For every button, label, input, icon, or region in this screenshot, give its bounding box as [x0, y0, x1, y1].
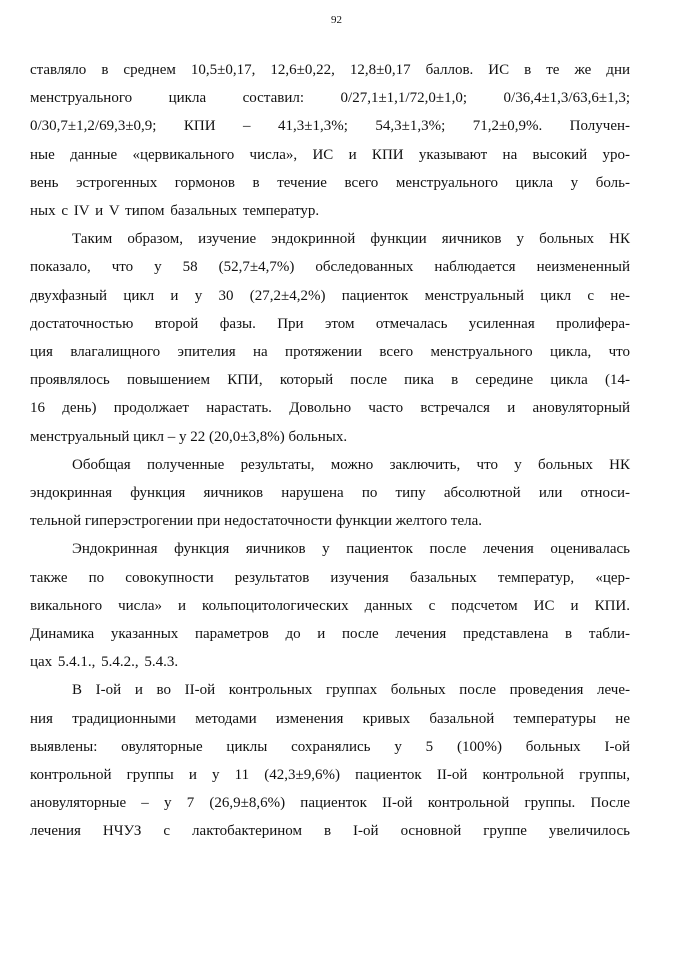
text-line: достаточностью второй фазы. При этом отмечалась усиленная пролифера- [30, 315, 630, 332]
page-number: 92 [331, 14, 342, 26]
paragraph-5 [30, 676, 630, 845]
text-line: эндокринная функция яичников нарушена по типу абсолютной или относи- [30, 485, 630, 502]
text-line: также по совокупности результатов изучения базальных температур, «цер- [30, 569, 630, 586]
paragraph-3 [30, 451, 630, 536]
text-line: контрольной группы и у 11 (42,3±9,6%) пациенток II-ой контрольной группы, [30, 767, 630, 784]
text-line: менструального цикла составил: 0/27,1±1,1/72,0±1,0; 0/36,4±1,3/63,6±1,3; [30, 90, 630, 107]
text-line: 16 день) продолжает нарастать. Довольно часто встречался и ановуляторный [30, 400, 630, 417]
text-line: ных с IV и V типом базальных температур. [30, 203, 320, 220]
text-line: 0/30,7±1,2/69,3±0,9; КПИ – 41,3±1,3%; 54,3±1,3%; 71,2±0,9%. Получен- [30, 118, 630, 135]
text-line: тельной гиперэстрогении при недостаточности функции желтого тела. [30, 513, 483, 530]
text-line: вень эстрогенных гормонов в течение всего менструального цикла у боль- [30, 174, 630, 191]
paragraph-2 [30, 225, 630, 451]
text-line: В I-ой и во II-ой контрольных группах больных после проведения лече- [72, 682, 630, 699]
text-line: выявлены: овуляторные циклы сохранялись у 5 (100%) больных I-ой [30, 738, 630, 755]
text-line: Обобщая полученные результаты, можно заключить, что у больных НК [72, 456, 630, 473]
paragraph-1 [30, 56, 630, 225]
text-line: Динамика указанных параметров до и после лечения представлена в табли- [30, 626, 630, 643]
text-line: показало, что у 58 (52,7±4,7%) обследованных наблюдается неизмененный [30, 259, 630, 276]
document-body [30, 56, 630, 846]
text-line: менструальный цикл – у 22 (20,0±3,8%) больных. [30, 428, 348, 445]
text-line: лечения НЧУЗ с лактобактерином в I-ой основной группе увеличилось [30, 823, 630, 840]
text-line: ция влагалищного эпителия на протяжении всего менструального цикла, что [30, 344, 630, 361]
text-line: Эндокринная функция яичников у пациенток после лечения оценивалась [72, 541, 630, 558]
text-line: ставляло в среднем 10,5±0,17, 12,6±0,22, 12,8±0,17 баллов. ИС в те же дни [30, 62, 630, 78]
paragraph-4 [30, 535, 630, 676]
text-line: двухфазный цикл и у 30 (27,2±4,2%) пациенток менструальный цикл с не- [30, 287, 630, 304]
text-line: цах 5.4.1., 5.4.2., 5.4.3. [30, 654, 179, 671]
text-line: ния традиционными методами изменения кривых базальной температуры не [30, 710, 630, 727]
text-line: проявлялось повышением КПИ, который после пика в середине цикла (14- [30, 372, 630, 389]
text-line: Таким образом, изучение эндокринной функции яичников у больных НК [72, 231, 630, 248]
text-line: ные данные «цервикального числа», ИС и КПИ указывают на высокий уро- [30, 146, 630, 163]
text-line: викального числа» и кольпоцитологических данных с подсчетом ИС и КПИ. [30, 597, 630, 614]
text-line: ановуляторные – у 7 (26,9±8,6%) пациенток II-ой контрольной группы. После [30, 795, 630, 812]
